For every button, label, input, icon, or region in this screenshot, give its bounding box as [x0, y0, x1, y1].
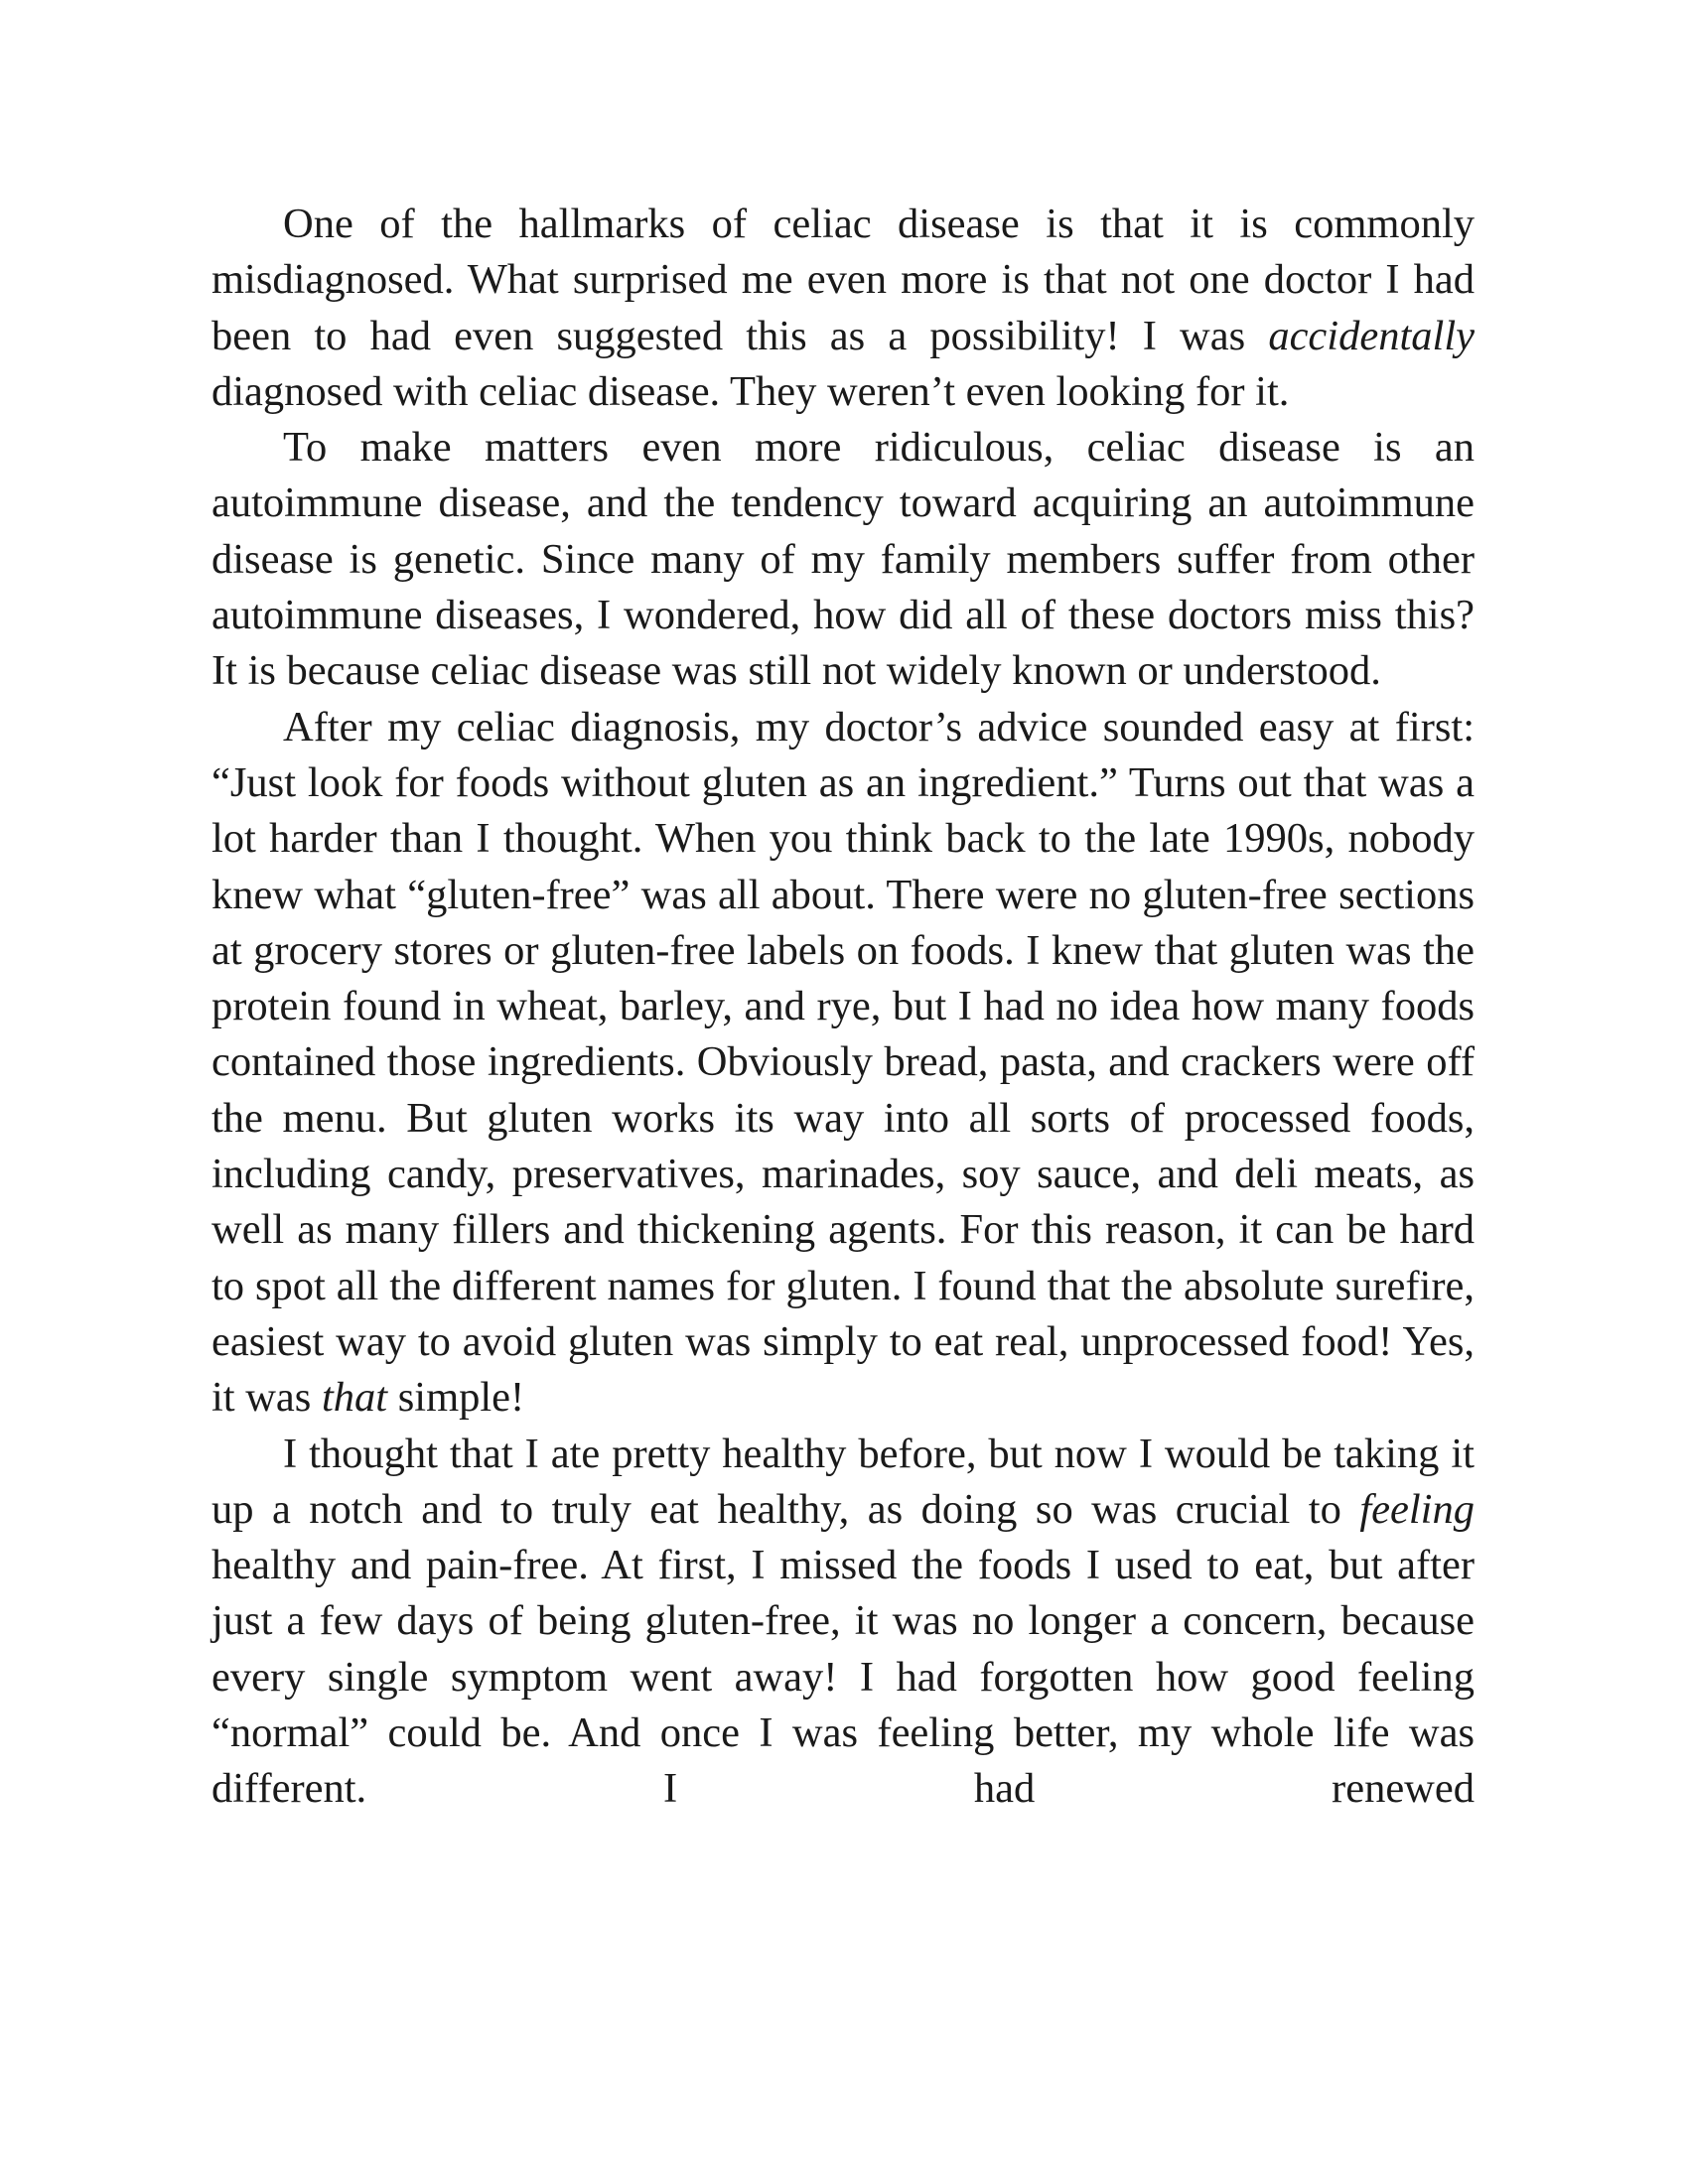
text-run: I thought that I ate pretty healthy before, but now I would be taking it up a notch and to truly eat healthy, as doing so was crucial to: [211, 1430, 1475, 1533]
text-run: One of the hallmarks of celiac disease is that it is commonly misdiagnosed. What surprised me even more is that not one doctor I had been to had even suggested this as a possibility! I was: [211, 201, 1475, 359]
italic-text-run: accidentally: [1268, 312, 1475, 359]
italic-text-run: that: [321, 1374, 388, 1422]
paragraph-1: [211, 197, 1475, 420]
text-run: diagnosed with celiac disease. They weren’t even looking for it.: [211, 367, 1290, 415]
text-run: healthy and pain-free. At first, I missed the foods I used to eat, but after just a few days of being gluten-free, it was no longer a concern, because every single symptom went away! I had forgotten how good feeling “normal” could be. And once I was feeling better, my whole life was different. I had renewed: [211, 1542, 1475, 1813]
text-run: After my celiac diagnosis, my doctor’s advice sounded easy at first: “Just look for foods without gluten as an ingredient.” Turns out that was a lot harder than I thought. When you think back to the late 1990s, nobody knew what “gluten-free” was all about. There were no gluten-free sections at grocery stores or gluten-free labels on foods. I knew that gluten was the protein found in wheat, barley, and rye, but I had no idea how many foods contained those ingredients. Obviously bread, pasta, and crackers were off the menu. But gluten works its way into all sorts of processed foods, including candy, preservatives, marinades, soy sauce, and deli meats, as well as many fillers and thickening agents. For this reason, it can be hard to spot all the different names for gluten. I found that the absolute surefire, easiest way to avoid gluten was simply to eat real, unprocessed food! Yes, it was: [211, 703, 1475, 1422]
document-page: [211, 197, 1475, 1818]
italic-text-run: feeling: [1359, 1485, 1475, 1533]
paragraph-3: [211, 700, 1475, 1427]
text-run: To make matters even more ridiculous, celiac disease is an autoimmune disease, and the tendency toward acquiring an autoimmune disease is genetic. Since many of my family members suffer from other autoimmune diseases, I wondered, how did all of these doctors miss this? It is because celiac disease was still not widely known or understood.: [211, 424, 1475, 695]
paragraph-2: [211, 420, 1475, 699]
paragraph-4: [211, 1427, 1475, 1818]
text-run: simple!: [387, 1374, 525, 1422]
